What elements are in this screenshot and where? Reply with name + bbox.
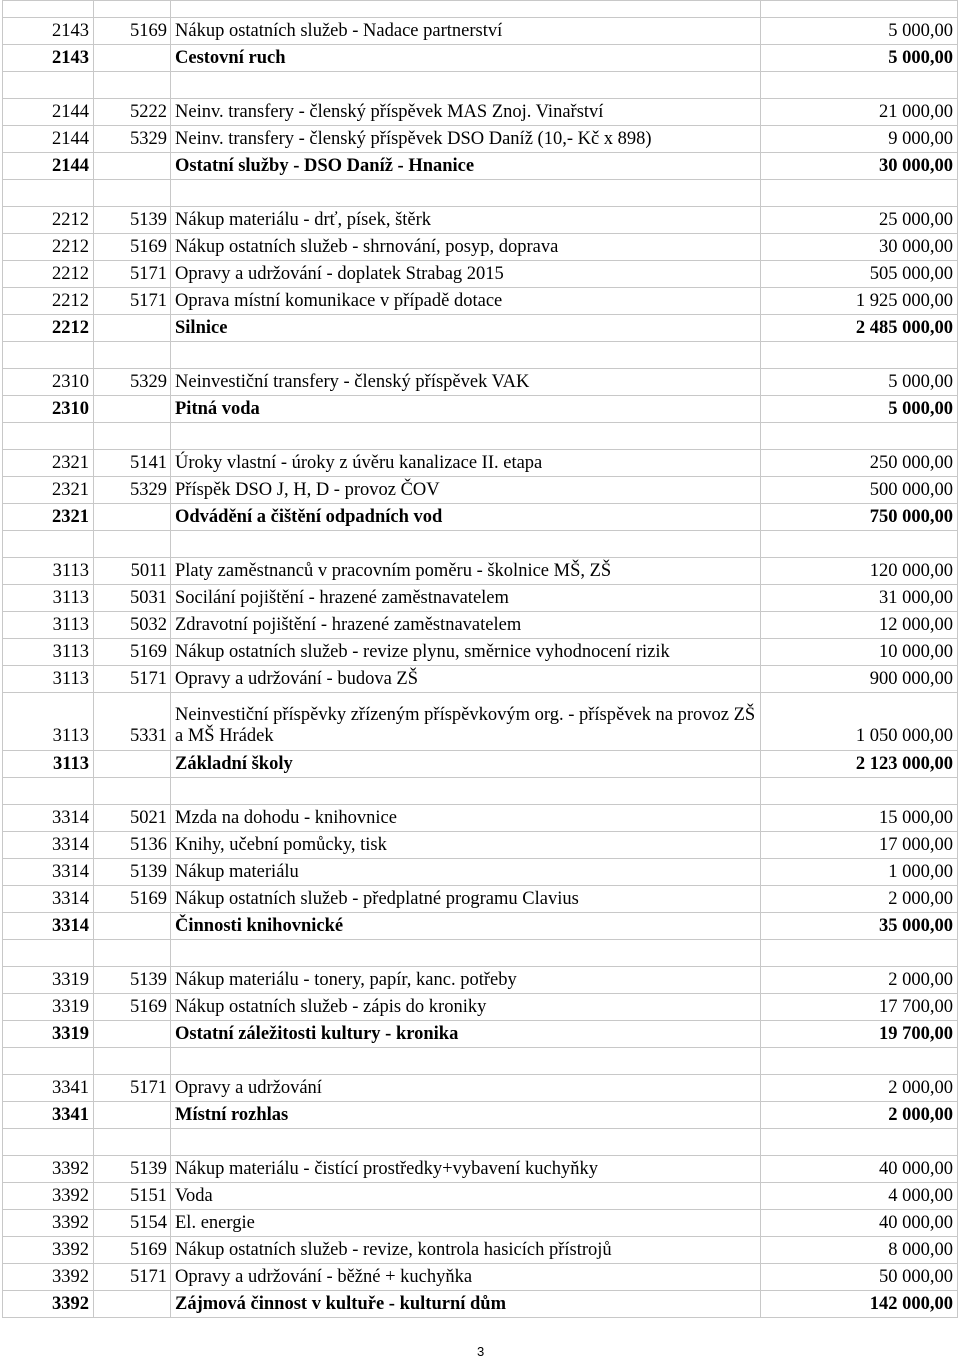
empty-cell	[94, 342, 171, 369]
paragraph-cell: 2321	[3, 450, 94, 477]
table-row	[3, 126, 958, 153]
item-code-cell: 5329	[94, 126, 171, 153]
description-cell: Odvádění a čištění odpadních vod	[171, 504, 761, 531]
table-row	[3, 450, 958, 477]
description-cell: Nákup ostatních služeb - revize plynu, směrnice vyhodnocení rizik	[171, 639, 761, 666]
spacer-row	[3, 1048, 958, 1075]
description-cell: Místní rozhlas	[171, 1102, 761, 1129]
item-code-cell: 5329	[94, 369, 171, 396]
paragraph-cell: 3341	[3, 1075, 94, 1102]
empty-cell	[761, 531, 958, 558]
empty-cell	[3, 940, 94, 967]
item-code-cell	[94, 153, 171, 180]
table-row	[3, 1183, 958, 1210]
amount-cell: 2 000,00	[761, 886, 958, 913]
paragraph-cell: 2144	[3, 99, 94, 126]
description-cell: Nákup ostatních služeb - Nadace partnerství	[171, 18, 761, 45]
subtotal-row	[3, 153, 958, 180]
amount-cell: 30 000,00	[761, 234, 958, 261]
description-cell: Zdravotní pojištění - hrazené zaměstnavatelem	[171, 612, 761, 639]
item-code-cell: 5139	[94, 859, 171, 886]
paragraph-cell: 3319	[3, 994, 94, 1021]
amount-cell: 12 000,00	[761, 612, 958, 639]
item-code-cell: 5011	[94, 558, 171, 585]
item-code-cell	[94, 751, 171, 778]
subtotal-row	[3, 751, 958, 778]
paragraph-cell: 2212	[3, 315, 94, 342]
amount-cell: 21 000,00	[761, 99, 958, 126]
paragraph-cell: 2321	[3, 477, 94, 504]
amount-cell: 40 000,00	[761, 1156, 958, 1183]
description-cell: Oprava místní komunikace v případě dotace	[171, 288, 761, 315]
item-code-cell	[94, 1102, 171, 1129]
empty-cell	[761, 342, 958, 369]
amount-cell: 2 000,00	[761, 1102, 958, 1129]
empty-cell	[3, 1129, 94, 1156]
spacer-row	[3, 423, 958, 450]
paragraph-cell: 2212	[3, 261, 94, 288]
empty-cell	[3, 342, 94, 369]
paragraph-cell: 3314	[3, 886, 94, 913]
table-row	[3, 585, 958, 612]
paragraph-cell: 2143	[3, 45, 94, 72]
empty-cell	[3, 180, 94, 207]
subtotal-row	[3, 1291, 958, 1318]
item-code-cell	[94, 504, 171, 531]
empty-cell	[761, 180, 958, 207]
table-row	[3, 994, 958, 1021]
description-cell: Cestovní ruch	[171, 45, 761, 72]
empty-cell	[171, 423, 761, 450]
description-cell: Nákup ostatních služeb - revize, kontrola hasicích přístrojů	[171, 1237, 761, 1264]
paragraph-cell: 3392	[3, 1156, 94, 1183]
description-cell: Socilání pojištění - hrazené zaměstnavatelem	[171, 585, 761, 612]
amount-cell: 15 000,00	[761, 805, 958, 832]
paragraph-cell: 3113	[3, 666, 94, 693]
description-cell: Opravy a udržování - budova ZŠ	[171, 666, 761, 693]
item-code-cell: 5171	[94, 1264, 171, 1291]
table-row	[3, 967, 958, 994]
description-cell: Nákup materiálu - čistící prostředky+vybavení kuchyňky	[171, 1156, 761, 1183]
amount-cell: 5 000,00	[761, 369, 958, 396]
description-cell: El. energie	[171, 1210, 761, 1237]
empty-cell	[3, 1048, 94, 1075]
description-cell: Platy zaměstnanců v pracovním poměru - školnice MŠ, ZŠ	[171, 558, 761, 585]
empty-cell	[94, 778, 171, 805]
table-row	[3, 832, 958, 859]
description-cell: Nákup ostatních služeb - předplatné programu Clavius	[171, 886, 761, 913]
paragraph-cell: 2144	[3, 153, 94, 180]
item-code-cell: 5169	[94, 18, 171, 45]
item-code-cell	[94, 396, 171, 423]
table-row	[3, 1237, 958, 1264]
table-row	[3, 1075, 958, 1102]
item-code-cell: 5139	[94, 207, 171, 234]
table-row	[3, 477, 958, 504]
table-row	[3, 859, 958, 886]
item-code-cell: 5151	[94, 1183, 171, 1210]
paragraph-cell: 3113	[3, 558, 94, 585]
description-cell: Opravy a udržování - doplatek Strabag 2015	[171, 261, 761, 288]
description-cell: Voda	[171, 1183, 761, 1210]
empty-cell	[761, 423, 958, 450]
spacer-row	[3, 778, 958, 805]
subtotal-row	[3, 45, 958, 72]
item-code-cell: 5031	[94, 585, 171, 612]
item-code-cell: 5169	[94, 1237, 171, 1264]
item-code-cell: 5169	[94, 994, 171, 1021]
budget-table-body	[3, 1, 958, 1318]
amount-cell: 17 000,00	[761, 832, 958, 859]
description-cell: Neinvestiční příspěvky zřízeným příspěvkovým org. - příspěvek na provoz ZŠ a MŠ Hrádek	[171, 693, 761, 751]
table-row	[3, 612, 958, 639]
amount-cell: 30 000,00	[761, 153, 958, 180]
subtotal-row	[3, 396, 958, 423]
item-code-cell: 5136	[94, 832, 171, 859]
item-code-cell: 5222	[94, 99, 171, 126]
table-row	[3, 886, 958, 913]
description-cell: Neinv. transfery - členský příspěvek DSO Daníž (10,- Kč x 898)	[171, 126, 761, 153]
amount-cell: 25 000,00	[761, 207, 958, 234]
amount-cell: 750 000,00	[761, 504, 958, 531]
item-code-cell: 5139	[94, 1156, 171, 1183]
paragraph-cell: 2321	[3, 504, 94, 531]
paragraph-cell: 3113	[3, 639, 94, 666]
item-code-cell: 5139	[94, 967, 171, 994]
amount-cell: 17 700,00	[761, 994, 958, 1021]
item-code-cell: 5169	[94, 886, 171, 913]
paragraph-cell: 2212	[3, 234, 94, 261]
table-row	[3, 18, 958, 45]
amount-cell: 10 000,00	[761, 639, 958, 666]
description-cell: Zájmová činnost v kultuře - kulturní dům	[171, 1291, 761, 1318]
amount-cell: 1 000,00	[761, 859, 958, 886]
item-code-cell	[94, 913, 171, 940]
table-row	[3, 261, 958, 288]
description-cell: Pitná voda	[171, 396, 761, 423]
paragraph-cell: 3113	[3, 585, 94, 612]
amount-cell: 900 000,00	[761, 666, 958, 693]
description-cell: Nákup ostatních služeb - zápis do kroniky	[171, 994, 761, 1021]
table-row	[3, 805, 958, 832]
amount-cell: 2 123 000,00	[761, 751, 958, 778]
amount-cell: 5 000,00	[761, 45, 958, 72]
amount-cell: 35 000,00	[761, 913, 958, 940]
item-code-cell: 5171	[94, 261, 171, 288]
amount-cell: 5 000,00	[761, 18, 958, 45]
amount-cell: 19 700,00	[761, 1021, 958, 1048]
item-code-cell: 5171	[94, 666, 171, 693]
empty-cell	[171, 342, 761, 369]
empty-cell	[761, 940, 958, 967]
amount-cell: 120 000,00	[761, 558, 958, 585]
amount-cell: 5 000,00	[761, 396, 958, 423]
amount-cell: 142 000,00	[761, 1291, 958, 1318]
item-code-cell: 5141	[94, 450, 171, 477]
paragraph-cell: 3314	[3, 805, 94, 832]
description-cell: Neinv. transfery - členský příspěvek MAS Znoj. Vinařství	[171, 99, 761, 126]
spacer-row	[3, 180, 958, 207]
empty-cell	[94, 180, 171, 207]
amount-cell: 50 000,00	[761, 1264, 958, 1291]
table-row	[3, 1156, 958, 1183]
paragraph-cell: 2310	[3, 396, 94, 423]
paragraph-cell: 2143	[3, 18, 94, 45]
spacer-row	[3, 940, 958, 967]
item-code-cell: 5171	[94, 288, 171, 315]
empty-cell	[94, 1129, 171, 1156]
empty-cell	[171, 940, 761, 967]
paragraph-cell: 3319	[3, 1021, 94, 1048]
table-row	[3, 234, 958, 261]
empty-cell	[3, 778, 94, 805]
description-cell: Nákup ostatních služeb - shrnování, posyp, doprava	[171, 234, 761, 261]
amount-cell: 1 925 000,00	[761, 288, 958, 315]
description-cell: Nákup materiálu	[171, 859, 761, 886]
item-code-cell: 5021	[94, 805, 171, 832]
item-code-cell: 5169	[94, 234, 171, 261]
paragraph-cell: 3314	[3, 859, 94, 886]
subtotal-row	[3, 913, 958, 940]
empty-cell	[171, 180, 761, 207]
table-row	[3, 1210, 958, 1237]
empty-cell	[94, 72, 171, 99]
spacer-row	[3, 1129, 958, 1156]
description-cell: Silnice	[171, 315, 761, 342]
paragraph-cell: 3113	[3, 612, 94, 639]
paragraph-cell: 3113	[3, 751, 94, 778]
paragraph-cell: 3392	[3, 1291, 94, 1318]
empty-cell	[94, 423, 171, 450]
item-code-cell: 5329	[94, 477, 171, 504]
description-cell: Ostatní služby - DSO Daníž - Hnanice	[171, 153, 761, 180]
spacer-row	[3, 531, 958, 558]
paragraph-cell: 3319	[3, 967, 94, 994]
table-row	[3, 666, 958, 693]
spacer-row	[3, 72, 958, 99]
subtotal-row	[3, 1021, 958, 1048]
paragraph-cell: 2310	[3, 369, 94, 396]
item-code-cell	[94, 1021, 171, 1048]
description-cell: Ostatní záležitosti kultury - kronika	[171, 1021, 761, 1048]
amount-cell: 8 000,00	[761, 1237, 958, 1264]
paragraph-cell: 2212	[3, 207, 94, 234]
empty-cell	[3, 423, 94, 450]
empty-cell	[761, 72, 958, 99]
spacer-row	[3, 1, 958, 18]
empty-cell	[3, 531, 94, 558]
item-code-cell: 5169	[94, 639, 171, 666]
empty-cell	[761, 1, 958, 18]
page-number: 3	[477, 1344, 485, 1359]
table-row	[3, 558, 958, 585]
description-cell: Nákup materiálu - drť, písek, štěrk	[171, 207, 761, 234]
empty-cell	[171, 1, 761, 18]
empty-cell	[171, 531, 761, 558]
table-row	[3, 207, 958, 234]
paragraph-cell: 3314	[3, 913, 94, 940]
amount-cell: 2 485 000,00	[761, 315, 958, 342]
description-cell: Činnosti knihovnické	[171, 913, 761, 940]
paragraph-cell: 3392	[3, 1183, 94, 1210]
table-row	[3, 369, 958, 396]
amount-cell: 31 000,00	[761, 585, 958, 612]
empty-cell	[3, 1, 94, 18]
paragraph-cell: 3314	[3, 832, 94, 859]
empty-cell	[171, 1129, 761, 1156]
empty-cell	[94, 531, 171, 558]
paragraph-cell: 3113	[3, 693, 94, 751]
description-cell: Neinvestiční transfery - členský příspěvek VAK	[171, 369, 761, 396]
amount-cell: 40 000,00	[761, 1210, 958, 1237]
table-row	[3, 639, 958, 666]
table-row	[3, 99, 958, 126]
amount-cell: 250 000,00	[761, 450, 958, 477]
empty-cell	[761, 1129, 958, 1156]
paragraph-cell: 3392	[3, 1210, 94, 1237]
item-code-cell: 5032	[94, 612, 171, 639]
description-cell: Opravy a udržování - běžné + kuchyňka	[171, 1264, 761, 1291]
spacer-row	[3, 342, 958, 369]
subtotal-row	[3, 504, 958, 531]
description-cell: Úroky vlastní - úroky z úvěru kanalizace II. etapa	[171, 450, 761, 477]
table-row	[3, 693, 958, 751]
empty-cell	[94, 940, 171, 967]
amount-cell: 1 050 000,00	[761, 693, 958, 751]
item-code-cell: 5331	[94, 693, 171, 751]
table-row	[3, 288, 958, 315]
empty-cell	[171, 778, 761, 805]
description-cell: Základní školy	[171, 751, 761, 778]
amount-cell: 9 000,00	[761, 126, 958, 153]
description-cell: Opravy a udržování	[171, 1075, 761, 1102]
empty-cell	[94, 1, 171, 18]
description-cell: Nákup materiálu - tonery, papír, kanc. potřeby	[171, 967, 761, 994]
paragraph-cell: 3392	[3, 1237, 94, 1264]
budget-table	[2, 0, 958, 1318]
description-cell: Mzda na dohodu - knihovnice	[171, 805, 761, 832]
description-cell: Knihy, učební pomůcky, tisk	[171, 832, 761, 859]
paragraph-cell: 3392	[3, 1264, 94, 1291]
amount-cell: 2 000,00	[761, 967, 958, 994]
amount-cell: 505 000,00	[761, 261, 958, 288]
item-code-cell: 5154	[94, 1210, 171, 1237]
paragraph-cell: 2212	[3, 288, 94, 315]
empty-cell	[761, 778, 958, 805]
subtotal-row	[3, 1102, 958, 1129]
item-code-cell	[94, 1291, 171, 1318]
paragraph-cell: 2144	[3, 126, 94, 153]
paragraph-cell: 3341	[3, 1102, 94, 1129]
item-code-cell: 5171	[94, 1075, 171, 1102]
item-code-cell	[94, 45, 171, 72]
subtotal-row	[3, 315, 958, 342]
empty-cell	[171, 72, 761, 99]
amount-cell: 2 000,00	[761, 1075, 958, 1102]
empty-cell	[94, 1048, 171, 1075]
empty-cell	[761, 1048, 958, 1075]
empty-cell	[171, 1048, 761, 1075]
table-row	[3, 1264, 958, 1291]
amount-cell: 500 000,00	[761, 477, 958, 504]
amount-cell: 4 000,00	[761, 1183, 958, 1210]
item-code-cell	[94, 315, 171, 342]
empty-cell	[3, 72, 94, 99]
description-cell: Příspěk DSO J, H, D - provoz ČOV	[171, 477, 761, 504]
